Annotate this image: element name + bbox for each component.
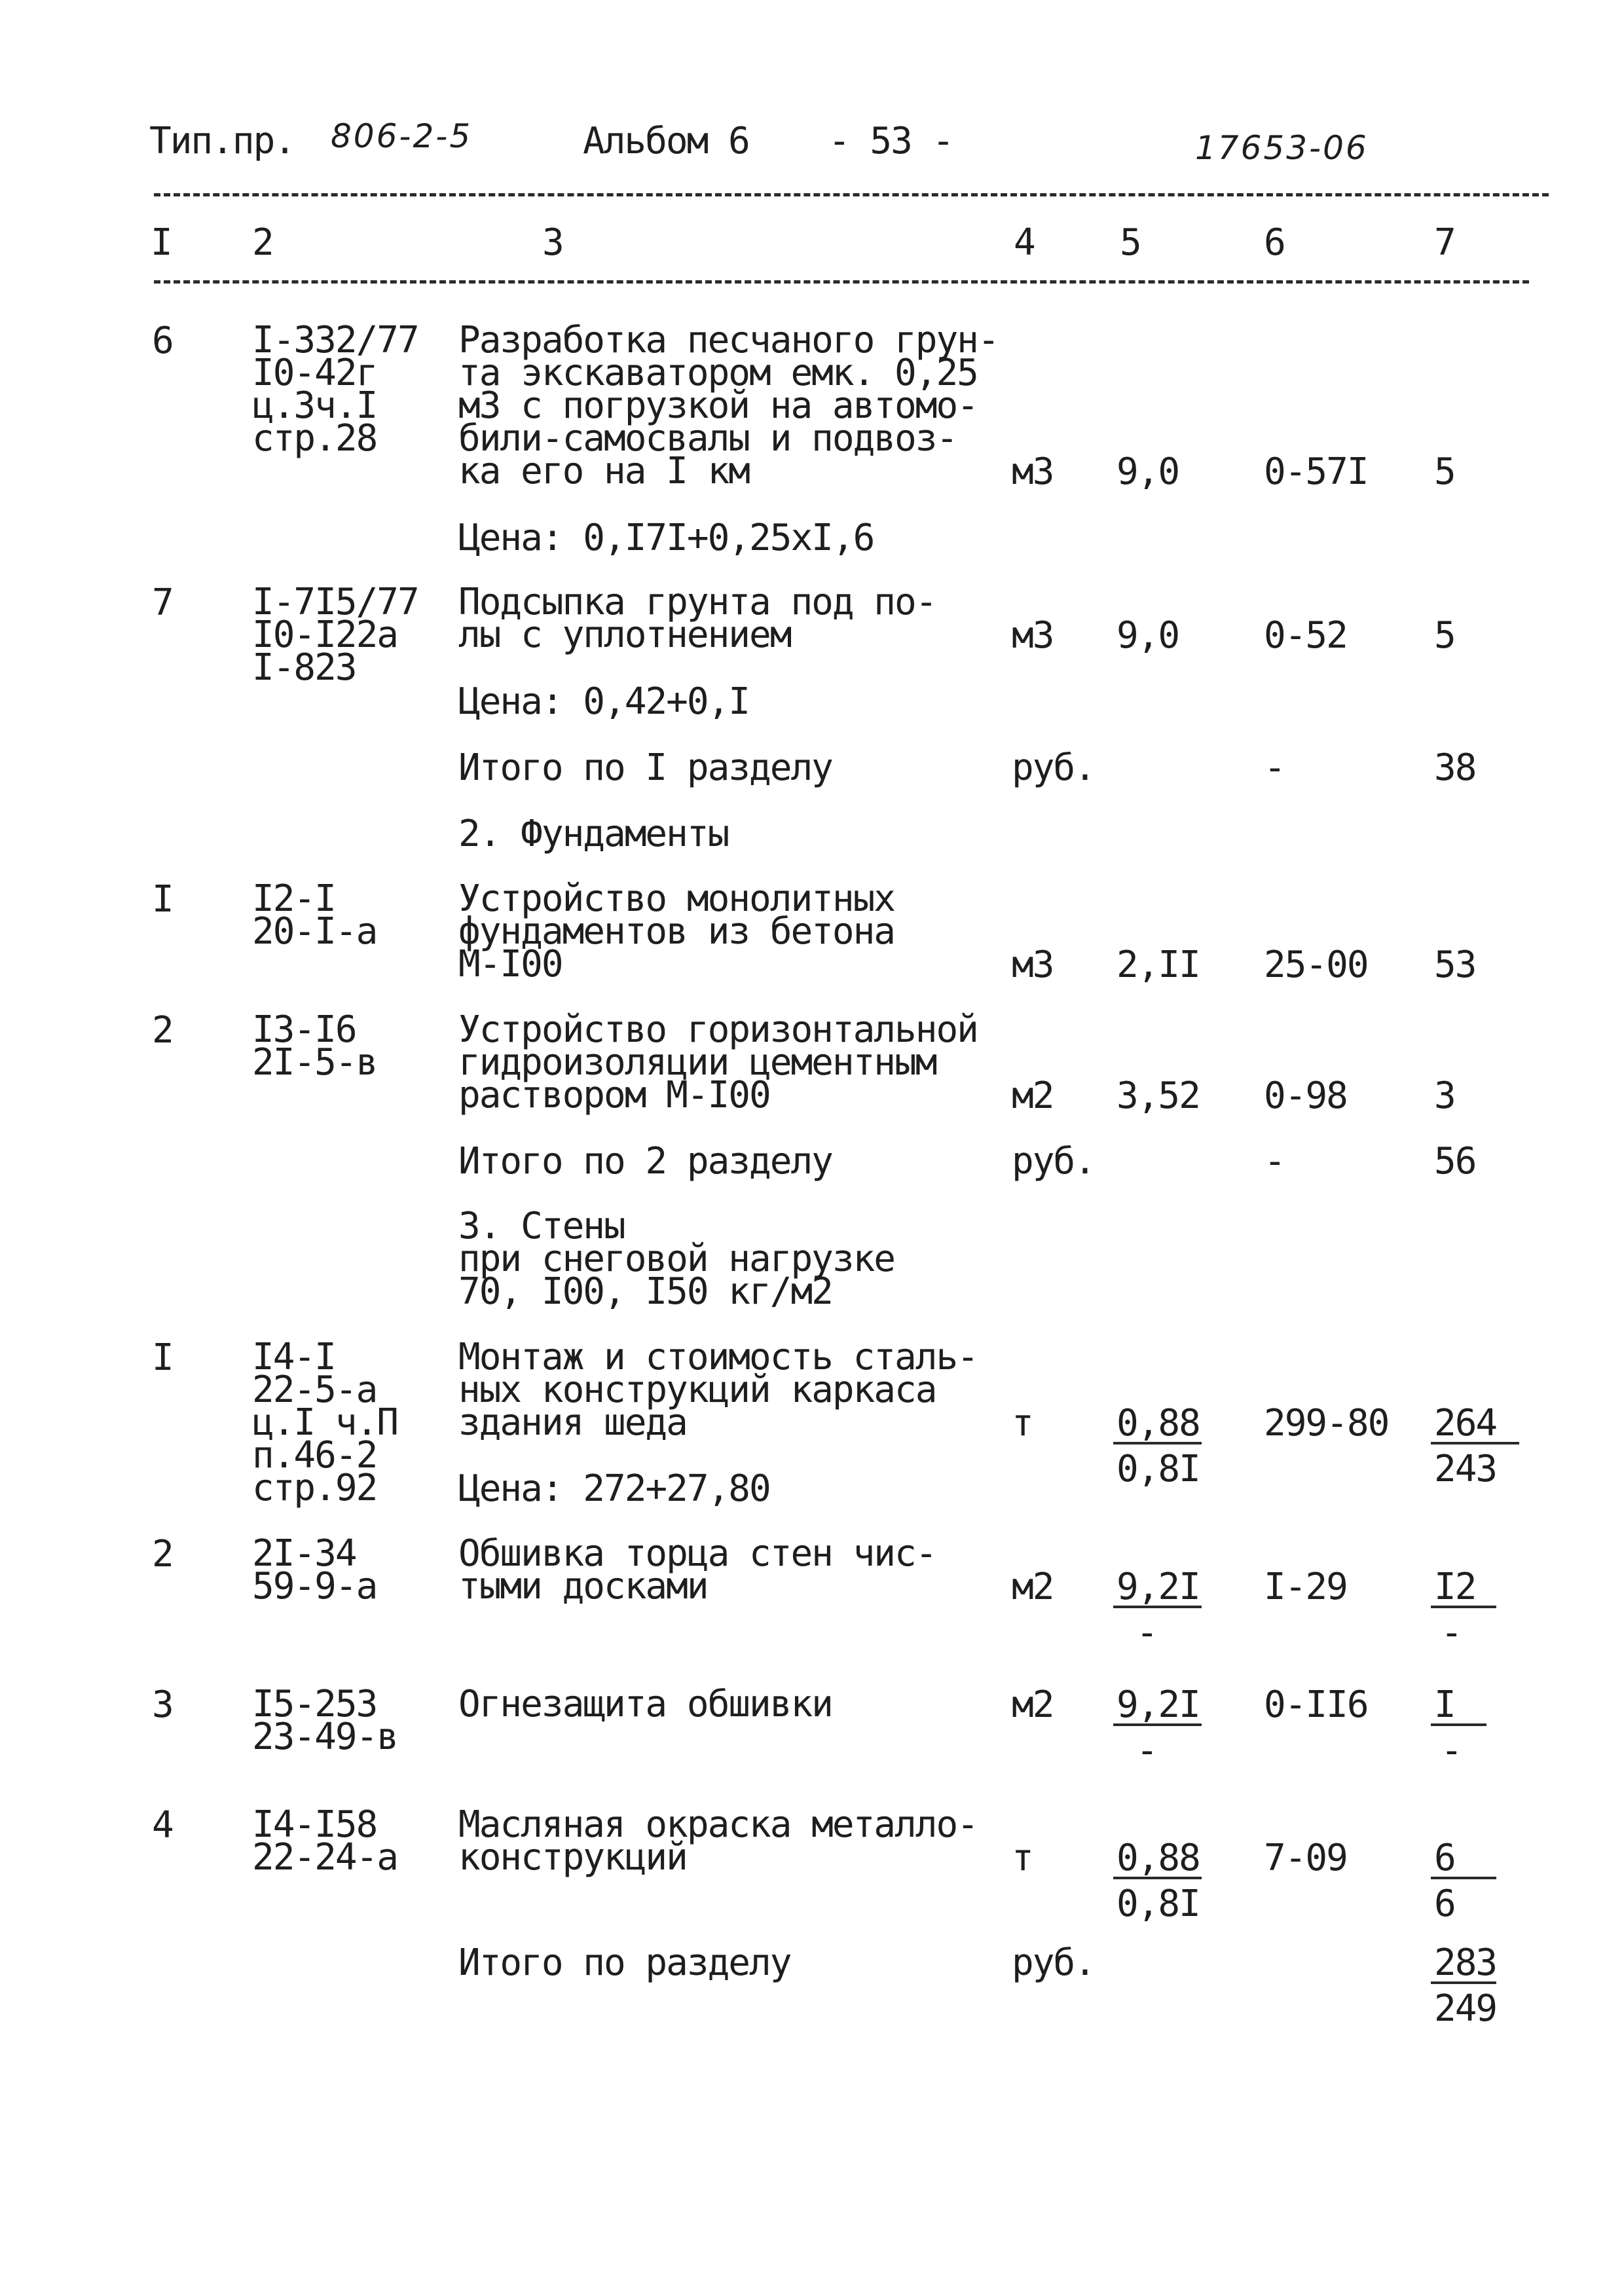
row-unit: м2 xyxy=(1012,1566,1054,1608)
row-unit: т xyxy=(1012,1837,1033,1879)
row-quantity-bottom: - xyxy=(1136,1729,1157,1772)
row-unit-price: 0-52 xyxy=(1264,614,1347,657)
row-unit: м3 xyxy=(1012,944,1054,986)
fraction-line xyxy=(1431,1442,1519,1445)
row-price-note: Цена: 272+27,80 xyxy=(458,1467,770,1510)
row-description: Устройство горизонтальной гидроизоляции цементным раствором М-I00 xyxy=(458,1008,978,1116)
row-number: 4 xyxy=(152,1804,173,1847)
row-cost-top: 264 xyxy=(1434,1402,1497,1445)
row-number: I xyxy=(152,1336,173,1379)
row-description: Монтаж и стоимость сталь- ных конструкций каркаса здания шеда xyxy=(458,1336,978,1444)
row-quantity-top: 0,88 xyxy=(1116,1837,1200,1879)
row-unit-price: 25-00 xyxy=(1264,944,1368,986)
row-quantity-top: 0,88 xyxy=(1116,1402,1200,1445)
column-number: 7 xyxy=(1434,221,1455,264)
row-codes: 2I-34 59-9-а xyxy=(252,1532,377,1608)
row-unit: м2 xyxy=(1012,1075,1054,1117)
document-code: 17653-06 xyxy=(1195,129,1369,167)
section-total-cost: 56 xyxy=(1434,1140,1476,1183)
row-codes: I2-I 20-I-а xyxy=(252,877,377,953)
row-price-note: Цена: 0,I7I+0,25xI,6 xyxy=(458,517,874,559)
page-number: - 53 - xyxy=(828,120,953,162)
row-codes: I3-I6 2I-5-в xyxy=(252,1008,377,1084)
section-total-cost-top: 283 xyxy=(1434,1942,1497,1984)
row-description: Разработка песчаного грун- та экскаватором емк. 0,25 м3 с погрузкой на автомо- били-самосвалы и подвоз- ка его на I км xyxy=(458,319,999,492)
row-cost-bottom: 243 xyxy=(1434,1448,1497,1490)
column-number: 6 xyxy=(1264,221,1285,264)
section-total-label: Итого по 2 разделу xyxy=(458,1140,832,1183)
column-number: 3 xyxy=(542,221,563,264)
column-number: 4 xyxy=(1014,221,1035,264)
row-cost-bottom: - xyxy=(1441,1729,1462,1772)
row-number: 3 xyxy=(152,1684,173,1726)
row-quantity-top: 9,2I xyxy=(1116,1684,1200,1726)
row-unit: м2 xyxy=(1012,1684,1054,1726)
row-codes: I5-253 23-49-в xyxy=(252,1683,398,1758)
fraction-line xyxy=(1431,1606,1496,1608)
row-quantity: 9,0 xyxy=(1116,451,1179,493)
row-description: Огнезащита обшивки xyxy=(458,1683,832,1725)
row-unit: м3 xyxy=(1012,451,1054,493)
section-total-unit: руб. xyxy=(1012,746,1095,789)
row-cost-bottom: - xyxy=(1441,1611,1462,1654)
section-total-label: Итого по разделу xyxy=(458,1942,791,1984)
row-quantity: 2,II xyxy=(1116,944,1200,986)
row-unit-price: 0-98 xyxy=(1264,1075,1347,1117)
row-cost: 3 xyxy=(1434,1075,1455,1117)
row-cost: 5 xyxy=(1434,451,1455,493)
row-number: 2 xyxy=(152,1009,173,1052)
project-number: 806-2-5 xyxy=(331,117,473,155)
header-divider xyxy=(154,193,1549,196)
row-unit-price: I-29 xyxy=(1264,1566,1347,1608)
row-description: Подсыпка грунта под по- лы с уплотнением xyxy=(458,581,936,656)
columns-divider xyxy=(154,280,1529,284)
row-unit: т xyxy=(1012,1402,1033,1445)
row-cost: 53 xyxy=(1434,944,1476,986)
section-heading: 3. Стены при снеговой нагрузке 70, I00, I50 кг/м2 xyxy=(458,1205,895,1313)
row-description: Обшивка торца стен чис- тыми досками xyxy=(458,1532,936,1608)
row-price-note: Цена: 0,42+0,I xyxy=(458,680,750,723)
row-quantity-top: 9,2I xyxy=(1116,1566,1200,1608)
row-cost-bottom: 6 xyxy=(1434,1883,1455,1925)
row-unit-price: 7-09 xyxy=(1264,1837,1347,1879)
row-description: Устройство монолитных фундаментов из бетона М-I00 xyxy=(458,877,895,985)
section-total-price: - xyxy=(1264,1140,1285,1183)
row-quantity: 9,0 xyxy=(1116,614,1179,657)
row-cost-top: I xyxy=(1434,1684,1455,1726)
fraction-line xyxy=(1431,1877,1496,1879)
row-quantity: 3,52 xyxy=(1116,1075,1200,1117)
row-quantity-bottom: 0,8I xyxy=(1116,1883,1200,1925)
album-label: Альбом 6 xyxy=(583,120,749,162)
section-total-cost-bottom: 249 xyxy=(1434,1987,1497,2030)
row-number: I xyxy=(152,878,173,921)
section-total-cost: 38 xyxy=(1434,746,1476,789)
fraction-line xyxy=(1113,1877,1202,1879)
row-quantity-bottom: - xyxy=(1136,1611,1157,1654)
row-quantity-bottom: 0,8I xyxy=(1116,1448,1200,1490)
fraction-line xyxy=(1113,1723,1202,1726)
row-codes: I4-I 22-5-а ц.I ч.П п.46-2 стр.92 xyxy=(252,1336,398,1509)
row-cost-top: I2 xyxy=(1434,1566,1476,1608)
row-codes: I4-I58 22-24-а xyxy=(252,1803,398,1879)
fraction-line xyxy=(1113,1606,1202,1608)
column-number: 2 xyxy=(252,221,273,264)
column-number: I xyxy=(151,221,172,264)
fraction-line xyxy=(1431,1723,1486,1726)
row-cost: 5 xyxy=(1434,614,1455,657)
section-total-price: - xyxy=(1264,746,1285,789)
section-total-unit: руб. xyxy=(1012,1942,1095,1984)
row-unit-price: 299-80 xyxy=(1264,1402,1389,1445)
row-cost-top: 6 xyxy=(1434,1837,1455,1879)
doc-type: Тип.пр. xyxy=(149,120,295,162)
row-unit-price: 0-57I xyxy=(1264,451,1368,493)
row-unit: м3 xyxy=(1012,614,1054,657)
row-number: 7 xyxy=(152,581,173,624)
row-number: 2 xyxy=(152,1533,173,1575)
section-total-unit: руб. xyxy=(1012,1140,1095,1183)
section-heading: 2. Фундаменты xyxy=(458,813,729,855)
row-codes: I-7I5/77 I0-I22а I-823 xyxy=(252,581,418,689)
fraction-line xyxy=(1113,1442,1202,1445)
fraction-line xyxy=(1431,1981,1496,1984)
section-total-label: Итого по I разделу xyxy=(458,746,832,789)
row-unit-price: 0-II6 xyxy=(1264,1684,1368,1726)
row-description: Масляная окраска металло- конструкций xyxy=(458,1803,978,1879)
row-number: 6 xyxy=(152,320,173,362)
column-number: 5 xyxy=(1120,221,1141,264)
row-codes: I-332/77 I0-42г ц.3ч.I стр.28 xyxy=(252,319,418,460)
